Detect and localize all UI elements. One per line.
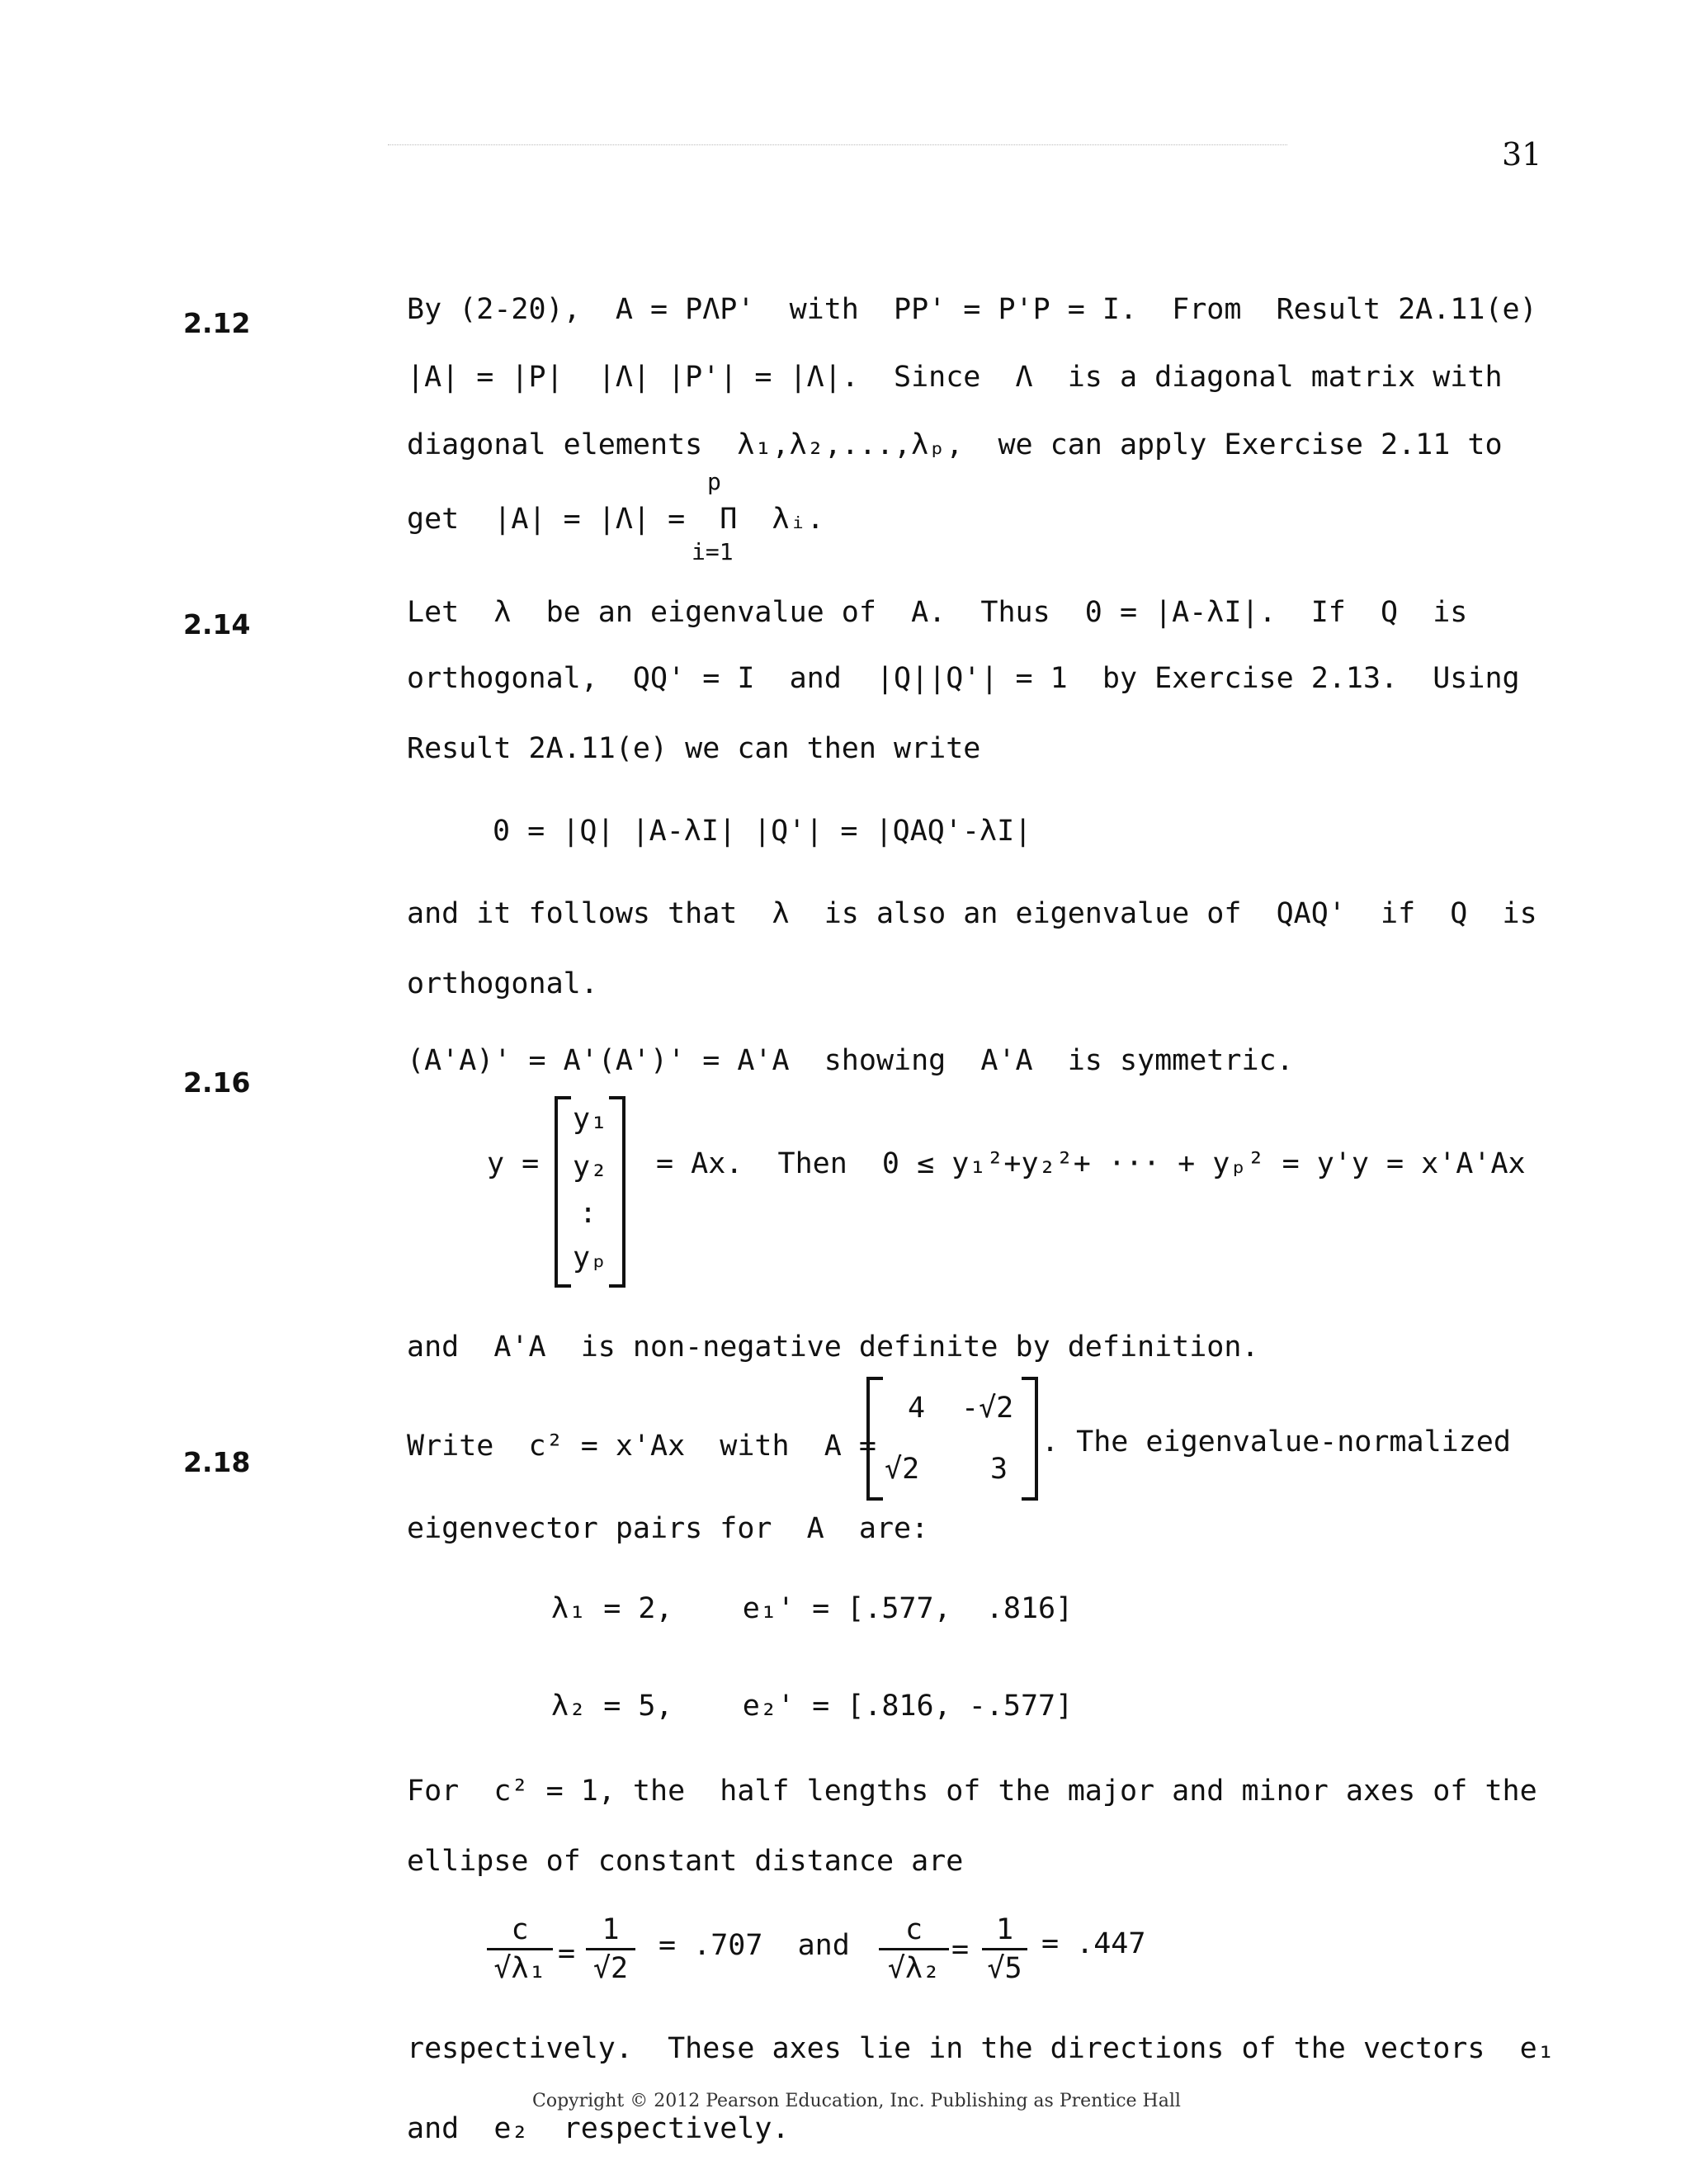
value-2: = .447 [1041,1927,1146,1960]
fraction-2-numerator: 1 [602,1913,620,1946]
problem-2-12-line-4: get |A| = |Λ| = Π λᵢ. [407,503,824,536]
fraction-c-over-root-lambda1 [487,1913,553,1986]
fraction-2-bar [586,1948,635,1950]
vector-entry-1: y₁ [573,1103,608,1136]
fraction-c-over-root-lambda2 [879,1913,949,1986]
problem-2-14-line-4: and it follows that λ is also an eigenvalue of QAQ' if Q is [407,897,1537,930]
problem-2-18-line-1: eigenvector pairs for A are: [407,1512,929,1545]
eigen-pair-1: λ₁ = 2, e₁' = [.577, .816] [551,1592,1074,1625]
fraction-3-bar [879,1948,949,1950]
vector-label: y = [487,1147,540,1180]
fraction-1-bar [487,1948,553,1950]
matrix-a-11: 4 [908,1392,926,1425]
eigen-pair-2: λ₂ = 5, e₂' = [.816, -.577] [551,1690,1074,1723]
problem-2-16-line-2: and A'A is non-negative definite by definition. [407,1331,1259,1364]
problem-number-2-16: 2.16 [183,1066,251,1099]
problem-2-12-line-1: By (2-20), A = PΛP' with PP' = P'P = I. From Result 2A.11(e) [407,293,1537,326]
page-number: 31 [1502,136,1542,173]
matrix-a-12: -√2 [961,1392,1014,1425]
problem-2-14-line-1: Let λ be an eigenvalue of A. Thus 0 = |A-λI|. If Q is [407,596,1468,629]
matrix-right-bracket [1022,1377,1038,1501]
equals-2: = [951,1933,970,1966]
vector-equation-tail: = Ax. Then 0 ≤ y₁²+y₂²+ ··· + yₚ² = y'y = x'A'Ax [656,1147,1526,1180]
problem-2-14-line-3: Result 2A.11(e) we can then write [407,732,981,765]
problem-2-12-line-2: |A| = |P| |Λ| |P'| = |Λ|. Since Λ is a diagonal matrix with [407,361,1503,394]
vector-left-bracket [555,1096,571,1288]
matrix-left-bracket [866,1377,883,1501]
problem-2-12-line-3: diagonal elements λ₁,λ₂,...,λₚ, we can apply Exercise 2.11 to [407,428,1503,461]
vector-entry-2: y₂ [573,1151,608,1184]
fraction-3-denominator: √λ₂ [887,1952,941,1986]
vector-y [555,1096,625,1288]
fraction-4-bar [982,1948,1027,1950]
product-lower-limit: i=1 [692,538,734,565]
problem-2-14-line-2: orthogonal, QQ' = I and |Q||Q'| = 1 by Exercise 2.13. Using [407,662,1520,695]
fraction-1-over-root5 [982,1913,1027,1986]
vector-right-bracket [609,1096,625,1288]
problem-2-16-line-1: (A'A)' = A'(A')' = A'A showing A'A is symmetric. [407,1044,1294,1077]
fraction-1-denominator: √λ₁ [493,1952,546,1986]
write-prefix: Write c² = x'Ax with A = [407,1430,876,1463]
fraction-1-over-root2 [586,1913,635,1986]
fraction-3-numerator: c [904,1913,923,1946]
problem-2-14-equation: 0 = |Q| |A-λI| |Q'| = |QAQ'-λI| [493,815,1032,848]
matrix-a-22: 3 [990,1453,1008,1486]
vector-entry-4: yₚ [573,1241,608,1274]
problem-2-18-line-5: and e₂ respectively. [407,2112,790,2145]
problem-2-14-line-5: orthogonal. [407,967,598,1000]
value-1: = .707 and [659,1929,850,1962]
problem-2-18-line-4: respectively. These axes lie in the directions of the vectors e₁ [407,2032,1555,2065]
top-rule [388,144,1287,145]
matrix-a-21: √2 [885,1453,920,1486]
problem-number-2-12: 2.12 [183,307,251,339]
problem-2-18-line-2: For c² = 1, the half lengths of the major and minor axes of the [407,1775,1537,1808]
fraction-4-numerator: 1 [995,1913,1014,1946]
problem-number-2-18: 2.18 [183,1446,251,1478]
product-upper-limit: p [707,468,721,495]
fraction-2-denominator: √2 [592,1952,629,1986]
fraction-4-denominator: √5 [987,1952,1022,1986]
matrix-a [866,1377,1038,1501]
write-suffix: . The eigenvalue-normalized [1041,1425,1511,1458]
equals-1: = [558,1937,576,1970]
vector-entry-3: : [579,1197,597,1230]
copyright-notice: Copyright © 2012 Pearson Education, Inc. Publishing as Prentice Hall [532,2091,1181,2111]
fraction-1-numerator: c [511,1913,529,1946]
problem-2-18-line-3: ellipse of constant distance are [407,1845,964,1878]
problem-number-2-14: 2.14 [183,608,251,641]
